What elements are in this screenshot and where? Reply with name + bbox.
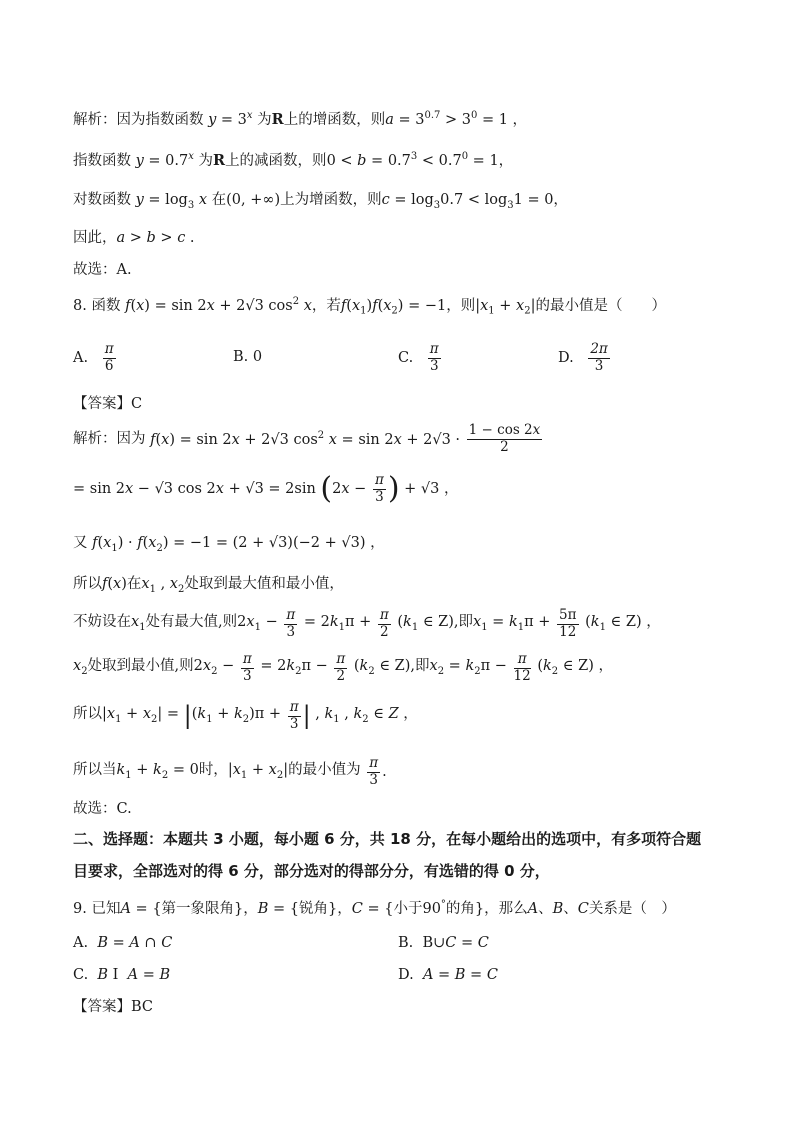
option-letter: B. <box>398 935 414 951</box>
option-letter: C. <box>73 967 89 983</box>
section-2-heading-line-1: 二、选择题：本题共 3 小题，每小题 6 分，共 18 分，在每小题给出的选项中，有多项符合题 <box>73 830 702 848</box>
frac-den: 6 <box>104 357 114 374</box>
q9-option-d: D. A = B = C <box>398 967 498 983</box>
text: 上为增函数，则 <box>280 192 382 208</box>
analysis-line-2: 指数函数 $y = 0.7^x$ 为R上的减函数，则$0 < b = 0.7^3 < 0.7^0 = 1$， <box>73 151 514 169</box>
question-8: 8. 函数 f(x) = sin 2x + 2√3 $\cos^2 x$，若$f(x_1)f(x_2) = -1$，则$|x_1 + x_2|$的最小值是（ ） <box>73 296 666 317</box>
analysis-label: 解析： <box>73 111 117 128</box>
text: ,即 <box>410 658 430 675</box>
text: 所以 <box>73 576 102 592</box>
a8-line-2: = sin 2x − √3 cos 2x + √3 = 2sin (2x − $\frac{\pi}{3}$ ) + √3 ， <box>73 471 459 507</box>
text: 不妨设在 <box>73 614 131 631</box>
text: 处取到最大值和最小值， <box>184 576 344 592</box>
text: 所以 <box>73 706 102 723</box>
text: 因为指数函数 <box>116 111 204 128</box>
a8-line-4: 所以f(x)在$x_1$ , $x_2$处取到最大值和最小值， <box>73 576 344 595</box>
set-c: {小于 <box>384 900 423 917</box>
text: 8. 函数 <box>73 297 121 314</box>
text: 关系是（ ） <box>588 900 676 917</box>
option-d <box>558 342 612 374</box>
text: ，若 <box>311 297 341 314</box>
analysis-line-4: 因此，a > b > c . <box>73 230 195 246</box>
a8-line-3: 又 $f(x_1) \cdot f(x_2) = -1 = (2 + √3)(-2 + √3)$ ， <box>73 535 385 554</box>
text: 对数函数 <box>73 192 131 208</box>
frac-num: 2π <box>590 341 608 357</box>
option-letter: A. <box>73 349 89 366</box>
text: 上的减函数，则 <box>225 152 327 169</box>
analysis-line-1: 解析：因为指数函数 $y = 3^x$ 为R上的增函数，则$a = 3^{0.7} > 3^0 = 1$ ， <box>73 110 528 128</box>
option-letter: B. <box>233 349 249 365</box>
text: 的最小值是（ ） <box>535 297 666 314</box>
frac-den: 3 <box>429 357 439 374</box>
answer-9: 【答案】BC <box>73 999 154 1015</box>
text: 为 <box>257 111 272 128</box>
answer-8: 【答案】C <box>73 396 143 412</box>
set-c-end: 的角} <box>445 900 485 917</box>
section-2-heading-line-2: 目要求，全部选对的得 6 分，部分选对的得部分分，有选错的得 0 分， <box>73 862 550 880</box>
text: 指数函数 <box>73 152 131 169</box>
text: 的最小值为 <box>288 762 361 779</box>
text: 9. 已知 <box>73 900 121 917</box>
option-b <box>233 350 262 365</box>
frac-num: π <box>104 341 114 357</box>
text: 为 <box>198 152 213 169</box>
question-9: 9. 已知A = {第一象限角}，B = {锐角}，C = {小于90°的角}，那么A、B、C关系是（ ） <box>73 899 676 917</box>
option-letter: A. <box>73 935 89 951</box>
text: ，那么 <box>484 900 528 917</box>
math: y <box>208 111 217 128</box>
text: 又 <box>73 535 88 551</box>
a8-line-6: $x_2$处取到最小值,则$2x_2$ − $\frac{\pi}{3}$ = $2k_2\pi$ − $\frac{\pi}{2}$ ($k_2$ ∈ Z),即$x_2 = k_2\pi$ − $\frac{\pi}{12}$ ($k_2$ ∈ Z) ， <box>73 651 613 684</box>
text: 因此， <box>73 230 117 246</box>
q9-option-a: A. B = A ∩ C <box>73 935 173 951</box>
text: ，则 <box>446 297 476 314</box>
option-letter: D. <box>398 967 414 983</box>
analysis-line-3: 对数函数 $y = \log_3 x$ 在(0, +∞)上为增函数，则$c = \log_30.7 < \log_31 = 0$， <box>73 192 568 211</box>
option-letter: D. <box>558 349 574 366</box>
text: 在 <box>211 192 227 208</box>
choice-line-7: 故选：A. <box>73 262 132 278</box>
text: 所以当 <box>73 762 117 779</box>
a8-line-5: 不妨设在$x_1$处有最大值,则$2x_1$ − $\frac{\pi}{3}$ = $2k_1\pi$ + $\frac{\pi}{2}$ ($k_1$ ∈ Z),即$x_1 = k_1\pi$ + $\frac{5\pi}{12}$ ($k_1$ ∈ Z) ， <box>73 607 661 640</box>
text: 时， <box>198 762 228 779</box>
text: 处取到最小值,则 <box>87 658 194 675</box>
a8-line-7: 所以$|x_1 + x_2| = |(k_1 + k_2)\pi$ + $\frac{\pi}{3}$ | , $k_1$ , $k_2$ ∈ Z ， <box>73 699 418 732</box>
choice-line-8: 故选：C. <box>73 801 132 817</box>
q9-option-c: C. B I A = B <box>73 967 171 983</box>
text: 解析：因为 <box>73 430 146 447</box>
option-c <box>398 342 443 374</box>
option-letter: C. <box>398 349 414 366</box>
text: 处有最大值,则 <box>145 614 238 631</box>
q9-option-b: B. B∪C = C <box>398 935 489 951</box>
frac-num: π <box>429 341 439 357</box>
a8-line-8: 所以当$k_1 + k_2 = 0$时，$|x_1 + x_2|$的最小值为 $\frac{\pi}{3}$ . <box>73 755 387 788</box>
text: 上的增函数，则 <box>283 111 386 128</box>
option-value: 0 <box>252 349 263 365</box>
set-a: {第一象限角} <box>152 900 244 917</box>
text: 在 <box>126 576 142 592</box>
a8-line-1: 解析：因为 f(x) = sin 2x + 2√3 $\cos^2 x = \sin 2x + 2√3$ · $\frac{1 - \cos 2x}{2}$ <box>73 422 541 455</box>
option-a <box>73 342 118 374</box>
frac-den: 3 <box>594 357 604 374</box>
set-b: {锐角} <box>289 900 338 917</box>
text: ,即 <box>453 614 474 631</box>
